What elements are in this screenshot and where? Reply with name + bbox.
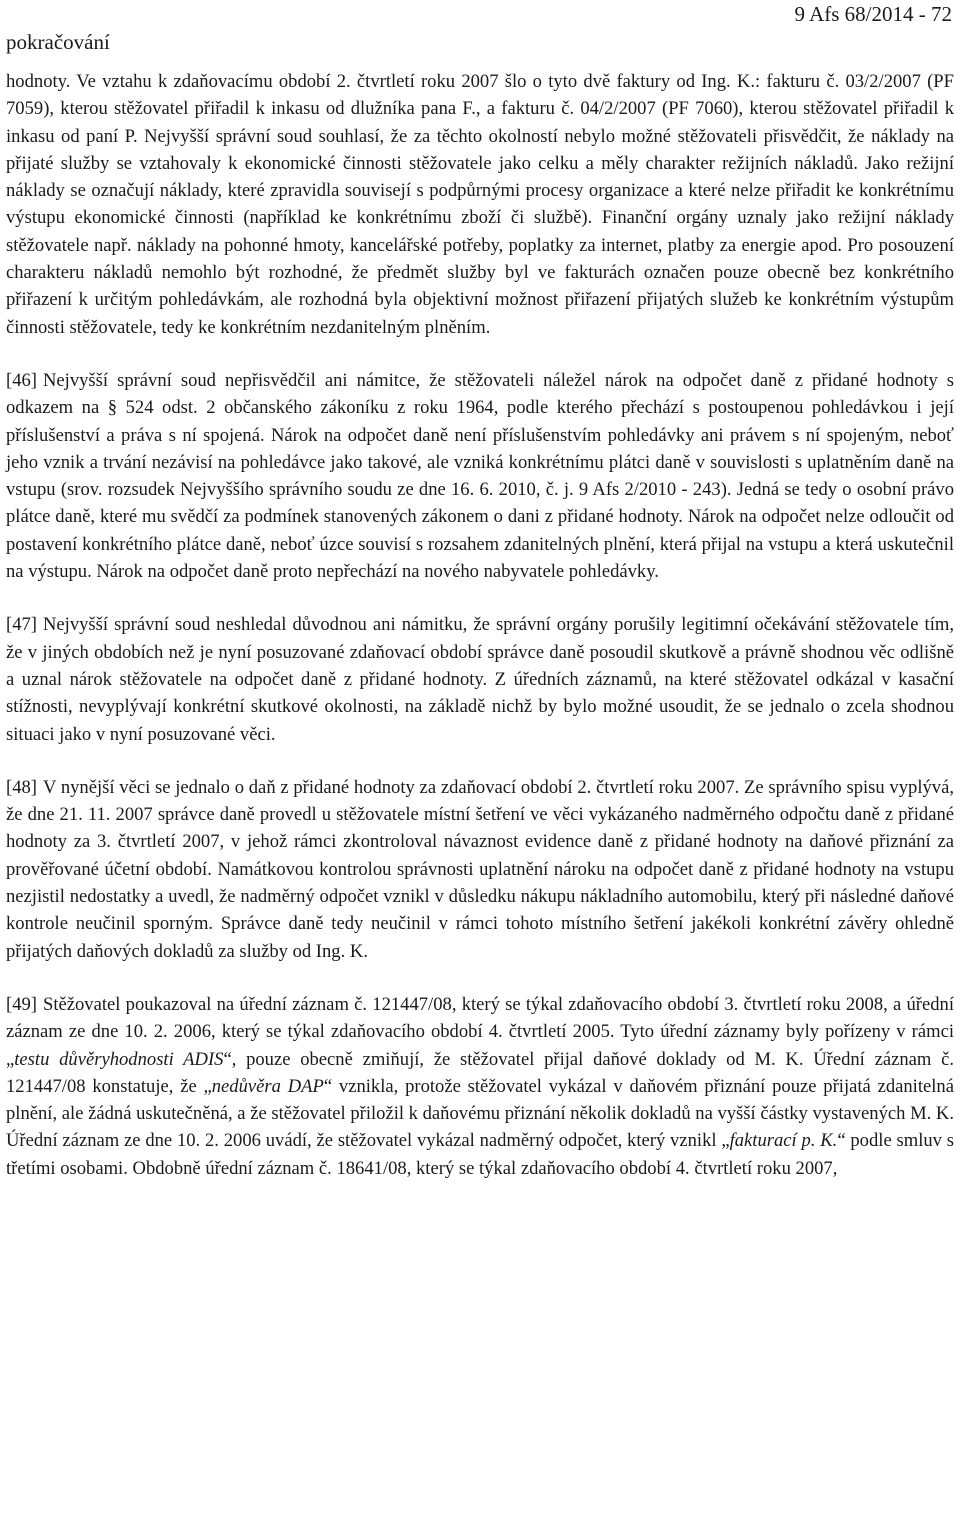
page-header: [6, 0, 954, 60]
paragraph-text: Stěžovatel poukazoval na úřední záznam č. 121447/08, který se týkal zdaňovacího období 3. čtvrtletí roku 2008, a úřední záznam ze dne 10. 2. 2006, který se týkal zdaňovacího období 4. čtvrtletí 2005. Tyto úřední záznamy byly pořízeny v rámci „: [6, 993, 954, 1070]
italic-phrase: nedůvěra DAP: [211, 1075, 324, 1097]
paragraph-text: “, pouze obecně zmiňují, že stěžovatel přijal daňové doklady od M. K. Úřední záznam č. 121447/08 konstatuje, že „: [6, 1048, 954, 1097]
case-number: 9 Afs 68/2014 - 72: [794, 2, 952, 26]
paragraph-continued: [6, 68, 954, 341]
paragraph-49: [6, 991, 954, 1182]
paragraph-number: [49]: [6, 993, 37, 1015]
italic-phrase: testu důvěryhodnosti ADIS: [14, 1048, 224, 1070]
document-body: [6, 68, 954, 1182]
continuation-label: pokračování: [6, 30, 110, 54]
paragraph-number: [48]: [6, 776, 37, 798]
paragraph-text: hodnoty. Ve vztahu k zdaňovacímu období 2. čtvrtletí roku 2007 šlo o tyto dvě faktury od Ing. K.: fakturu č. 03/2/2007 (PF 7059), kterou stěžovatel přiřadil k inkasu od dlužníka pana F., a fakturu č. 04/2/2007 (PF 7060), kterou stěžovatel přiřadil k inkasu od paní P. Nejvyšší správní soud souhlasí, že za těchto okolností nebylo možné stěžovateli přisvědčit, že náklady na přijaté služby se vztahovaly k ekonomické činnosti stěžovatele jako celku a měly charakter režijních nákladů. Jako režijní náklady se označují náklady, které zpravidla souvisejí s podpůrnými procesy organizace a které nelze přiřadit ke konkrétnímu výstupu ekonomické činnosti (například ke konkrétnímu zboží či službě). Finanční orgány uznaly jako režijní náklady stěžovatele např. náklady na pohonné hmoty, kancelářské potřeby, poplatky za internet, platby za energie apod. Pro posouzení charakteru nákladů nemohlo být rozhodné, že předmět služby byl ve fakturách označen pouze obecně bez konkrétního přiřazení k určitým pohledávkám, ale rozhodná byla objektivní možnost přiřazení přijatých služeb ke konkrétním výstupům činnosti stěžovatele, tedy ke konkrétním nezdanitelným plněním.: [6, 71, 954, 338]
paragraph-48: [6, 774, 954, 965]
paragraph-46: [6, 367, 954, 585]
paragraph-number: [47]: [6, 614, 37, 636]
paragraph-text: Nejvyšší správní soud nepřisvědčil ani námitce, že stěžovateli náležel nárok na odpočet daně z přidané hodnoty s odkazem na § 524 odst. 2 občanského zákoníku z roku 1964, podle kterého přechází s postoupenou pohledávkou i její příslušenství a práva s ní spojená. Nárok na odpočet daně není příslušenstvím pohledávky ani právem s ní spojeným, neboť jeho vznik a trvání nezávisí na pohledávce jako takové, ale vzniká konkrétnímu plátci daně v souvislosti s uplatněním daně na vstupu (srov. rozsudek Nejvyššího správního soudu ze dne 16. 6. 2010, č. j. 9 Afs 2/2010 - 243). Jedná se tedy o osobní právo plátce daně, které mu svědčí za podmínek stanovených zákonem o dani z přidané hodnoty. Nárok na odpočet nelze odloučit od postavení konkrétního plátce daně, neboť úzce souvisí s rozsahem zdanitelných plnění, která přijal na vstupu a která uskutečnil na výstupu. Nárok na odpočet daně proto nepřechází na nového nabyvatele pohledávky.: [6, 369, 954, 583]
paragraph-number: [46]: [6, 369, 37, 391]
paragraph-text: Nejvyšší správní soud neshledal důvodnou ani námitku, že správní orgány porušily legitimní očekávání stěžovatele tím, že v jiných obdobích než je nyní posuzované zdaňovací období správce daně posoudil skutkově a právně shodnou věc odlišně a uznal nárok stěžovatele na odpočet daně z přidané hodnoty. Z úředních záznamů, na které stěžovatel odkázal v kasační stížnosti, nevyplývají konkrétní skutkové okolnosti, na základě nichž by bylo možné usoudit, že se jednalo o zcela shodnou situaci jako v nyní posuzované věci.: [6, 614, 954, 745]
italic-phrase: fakturací p. K.: [729, 1130, 838, 1152]
paragraph-text: “ podle smluv s třetími osobami. Obdobně úřední záznam č. 18641/08, který se týkal zdaňovacího období 4. čtvrtletí roku 2007,: [6, 1130, 954, 1179]
paragraph-text: “ vznikla, protože stěžovatel vykázal v daňovém přiznání pouze přijatá zdanitelná plnění, ale žádná uskutečněná, a že stěžovatel přiložil k daňovému přiznání několik dokladů na vyšší částky vystavených M. K. Úřední záznam ze dne 10. 2. 2006 uvádí, že stěžovatel vykázal nadměrný odpočet, který vznikl „: [6, 1075, 954, 1152]
paragraph-47: [6, 611, 954, 747]
paragraph-text: V nynější věci se jednalo o daň z přidané hodnoty za zdaňovací období 2. čtvrtletí roku 2007. Ze správního spisu vyplývá, že dne 21. 11. 2007 správce daně provedl u stěžovatele místní šetření ve věci vykázaného nadměrného odpočtu daně z přidané hodnoty za 3. čtvrtletí 2007, v jehož rámci zkontroloval návaznost evidence daně z přidané hodnoty na daňové přiznání za prověřované účetní období. Namátkovou kontrolou správnosti uplatnění nároku na odpočet daně z přidané hodnoty na vstupu nezjistil nedostatky a uvedl, že nadměrný odpočet vznikl v důsledku nákupu nákladního automobilu, který při následné daňové kontrole neučinil sporným. Správce daně tedy neučinil v rámci tohoto místního šetření jakékoli konkrétní závěry ohledně přijatých daňových dokladů za služby od Ing. K.: [6, 776, 954, 962]
